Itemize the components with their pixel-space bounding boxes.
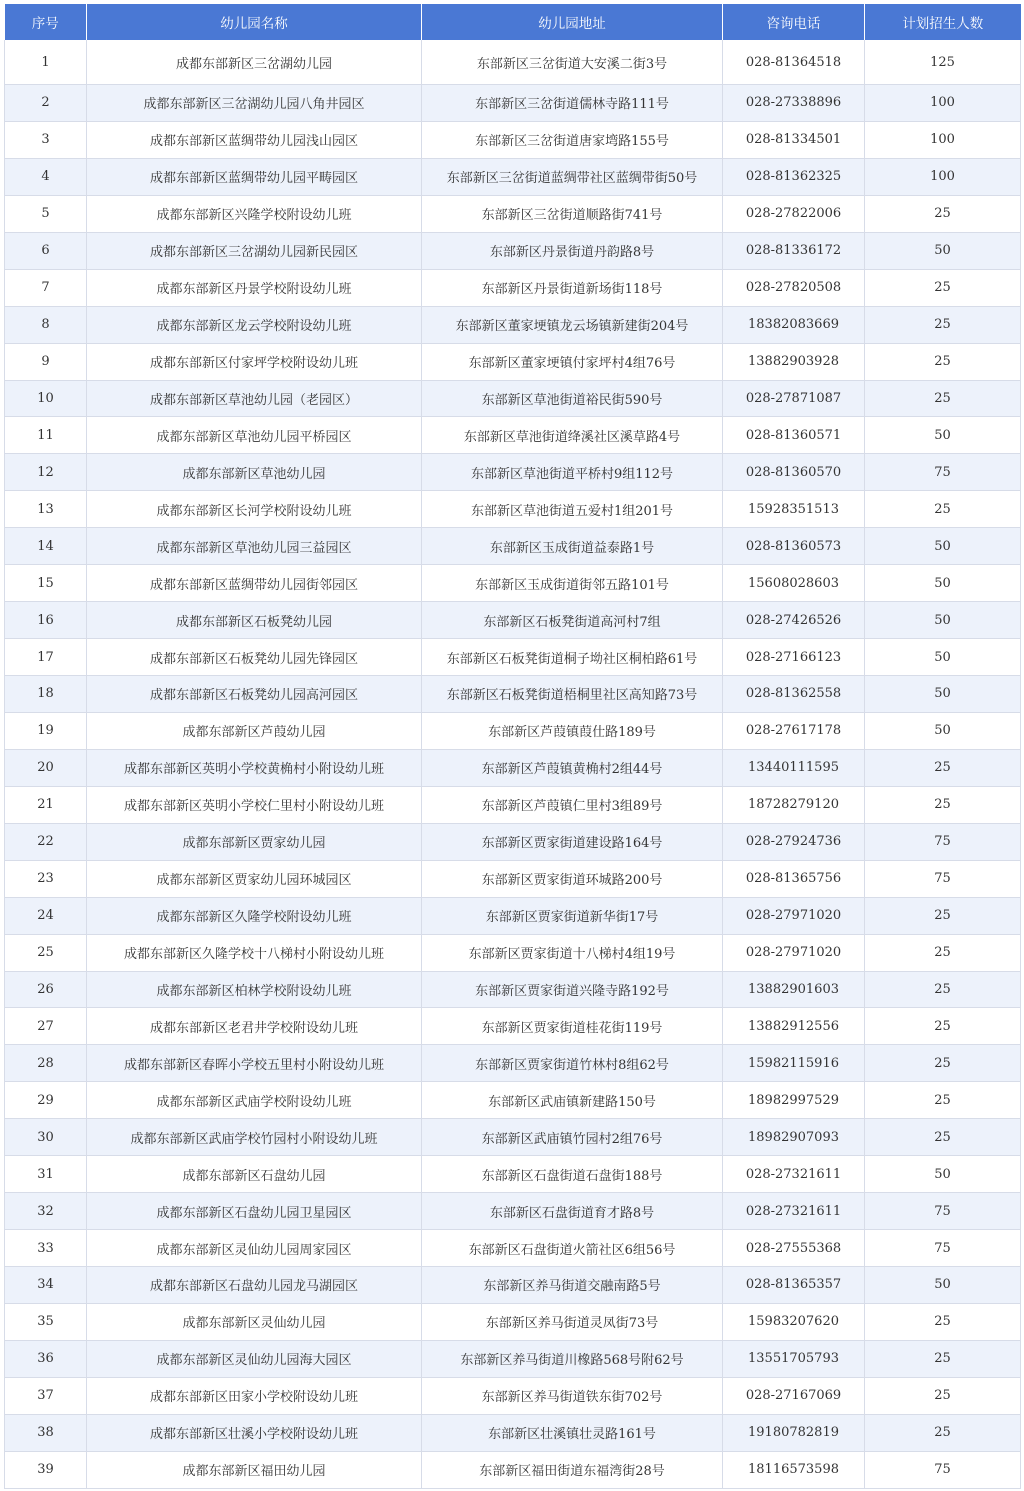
cell-phone: 028-81365756 bbox=[723, 860, 865, 897]
cell-address: 东部新区贾家街道兴隆寺路192号 bbox=[422, 971, 723, 1008]
cell-enrollment: 50 bbox=[865, 417, 1021, 454]
cell-address: 东部新区草池街道绛溪社区溪草路4号 bbox=[422, 417, 723, 454]
cell-address: 东部新区丹景街道丹韵路8号 bbox=[422, 232, 723, 269]
cell-address: 东部新区养马街道铁东街702号 bbox=[422, 1377, 723, 1414]
cell-name: 成都东部新区灵仙幼儿园海大园区 bbox=[87, 1340, 422, 1377]
cell-enrollment: 25 bbox=[865, 1045, 1021, 1082]
cell-address: 东部新区玉成街道街邻五路101号 bbox=[422, 565, 723, 602]
cell-name: 成都东部新区蓝绸带幼儿园平畴园区 bbox=[87, 158, 422, 195]
table-row bbox=[5, 676, 1021, 713]
cell-name: 成都东部新区三岔湖幼儿园 bbox=[87, 40, 422, 85]
cell-name: 成都东部新区三岔湖幼儿园八角井园区 bbox=[87, 85, 422, 122]
cell-enrollment: 50 bbox=[865, 528, 1021, 565]
table-row bbox=[5, 40, 1021, 85]
cell-enrollment: 25 bbox=[865, 1119, 1021, 1156]
cell-address: 东部新区草池街道裕民街590号 bbox=[422, 380, 723, 417]
cell-enrollment: 25 bbox=[865, 1414, 1021, 1451]
cell-index: 7 bbox=[5, 269, 87, 306]
cell-index: 5 bbox=[5, 195, 87, 232]
cell-address: 东部新区养马街道川橡路568号附62号 bbox=[422, 1340, 723, 1377]
table-row bbox=[5, 602, 1021, 639]
cell-name: 成都东部新区老君井学校附设幼儿班 bbox=[87, 1008, 422, 1045]
cell-address: 东部新区贾家街道新华街17号 bbox=[422, 897, 723, 934]
cell-enrollment: 50 bbox=[865, 602, 1021, 639]
cell-phone: 028-81362558 bbox=[723, 676, 865, 713]
cell-address: 东部新区石板凳街道高河村7组 bbox=[422, 602, 723, 639]
cell-phone: 18116573598 bbox=[723, 1451, 865, 1488]
cell-name: 成都东部新区草池幼儿园（老园区） bbox=[87, 380, 422, 417]
cell-index: 34 bbox=[5, 1267, 87, 1304]
table-row bbox=[5, 158, 1021, 195]
cell-phone: 028-27167069 bbox=[723, 1377, 865, 1414]
cell-enrollment: 25 bbox=[865, 269, 1021, 306]
table-row bbox=[5, 1119, 1021, 1156]
cell-address: 东部新区芦葭镇黄桷村2组44号 bbox=[422, 749, 723, 786]
cell-phone: 13551705793 bbox=[723, 1340, 865, 1377]
cell-index: 2 bbox=[5, 85, 87, 122]
cell-address: 东部新区草池街道五爱村1组201号 bbox=[422, 491, 723, 528]
cell-name: 成都东部新区久隆学校附设幼儿班 bbox=[87, 897, 422, 934]
cell-phone: 028-27426526 bbox=[723, 602, 865, 639]
cell-enrollment: 25 bbox=[865, 306, 1021, 343]
cell-name: 成都东部新区蓝绸带幼儿园浅山园区 bbox=[87, 121, 422, 158]
header-kindergarten-address: 幼儿园地址 bbox=[422, 4, 723, 40]
cell-address: 东部新区贾家街道十八梯村4组19号 bbox=[422, 934, 723, 971]
cell-address: 东部新区三岔街道唐家塆路155号 bbox=[422, 121, 723, 158]
cell-enrollment: 75 bbox=[865, 1193, 1021, 1230]
cell-index: 19 bbox=[5, 712, 87, 749]
cell-enrollment: 100 bbox=[865, 85, 1021, 122]
table-row bbox=[5, 232, 1021, 269]
cell-enrollment: 100 bbox=[865, 158, 1021, 195]
cell-phone: 028-81336172 bbox=[723, 232, 865, 269]
table-row bbox=[5, 1045, 1021, 1082]
table-row bbox=[5, 417, 1021, 454]
cell-phone: 18982997529 bbox=[723, 1082, 865, 1119]
cell-name: 成都东部新区石盘幼儿园卫星园区 bbox=[87, 1193, 422, 1230]
cell-address: 东部新区贾家街道桂花街119号 bbox=[422, 1008, 723, 1045]
cell-phone: 028-27820508 bbox=[723, 269, 865, 306]
cell-enrollment: 25 bbox=[865, 897, 1021, 934]
cell-phone: 13882901603 bbox=[723, 971, 865, 1008]
cell-enrollment: 25 bbox=[865, 195, 1021, 232]
cell-address: 东部新区三岔街道大安溪二街3号 bbox=[422, 40, 723, 85]
cell-name: 成都东部新区英明小学校仁里村小附设幼儿班 bbox=[87, 786, 422, 823]
cell-enrollment: 50 bbox=[865, 676, 1021, 713]
cell-phone: 18382083669 bbox=[723, 306, 865, 343]
cell-address: 东部新区芦葭镇仁里村3组89号 bbox=[422, 786, 723, 823]
cell-name: 成都东部新区英明小学校黄桷村小附设幼儿班 bbox=[87, 749, 422, 786]
table-header bbox=[5, 4, 1021, 40]
cell-address: 东部新区石板凳街道梧桐里社区高知路73号 bbox=[422, 676, 723, 713]
table-row bbox=[5, 306, 1021, 343]
cell-address: 东部新区壮溪镇壮灵路161号 bbox=[422, 1414, 723, 1451]
cell-enrollment: 75 bbox=[865, 860, 1021, 897]
cell-index: 4 bbox=[5, 158, 87, 195]
cell-address: 东部新区福田街道东福湾街28号 bbox=[422, 1451, 723, 1488]
cell-enrollment: 25 bbox=[865, 1008, 1021, 1045]
table-row bbox=[5, 1082, 1021, 1119]
cell-name: 成都东部新区丹景学校附设幼儿班 bbox=[87, 269, 422, 306]
cell-enrollment: 25 bbox=[865, 343, 1021, 380]
table-row bbox=[5, 1230, 1021, 1267]
cell-enrollment: 25 bbox=[865, 1377, 1021, 1414]
cell-index: 14 bbox=[5, 528, 87, 565]
cell-enrollment: 25 bbox=[865, 1303, 1021, 1340]
cell-enrollment: 50 bbox=[865, 232, 1021, 269]
cell-index: 39 bbox=[5, 1451, 87, 1488]
table-row bbox=[5, 1414, 1021, 1451]
table-row bbox=[5, 269, 1021, 306]
cell-phone: 028-27871087 bbox=[723, 380, 865, 417]
cell-index: 9 bbox=[5, 343, 87, 380]
cell-phone: 028-27971020 bbox=[723, 934, 865, 971]
table-row bbox=[5, 85, 1021, 122]
cell-enrollment: 75 bbox=[865, 454, 1021, 491]
cell-phone: 028-81362325 bbox=[723, 158, 865, 195]
cell-phone: 15608028603 bbox=[723, 565, 865, 602]
cell-enrollment: 25 bbox=[865, 1340, 1021, 1377]
cell-phone: 028-27321611 bbox=[723, 1156, 865, 1193]
cell-index: 8 bbox=[5, 306, 87, 343]
header-index: 序号 bbox=[5, 4, 87, 40]
table-row bbox=[5, 491, 1021, 528]
cell-address: 东部新区石盘街道石盘街188号 bbox=[422, 1156, 723, 1193]
cell-enrollment: 75 bbox=[865, 1230, 1021, 1267]
table-row bbox=[5, 1340, 1021, 1377]
cell-address: 东部新区武庙镇竹园村2组76号 bbox=[422, 1119, 723, 1156]
cell-address: 东部新区董家埂镇龙云场镇新建街204号 bbox=[422, 306, 723, 343]
cell-enrollment: 125 bbox=[865, 40, 1021, 85]
cell-name: 成都东部新区付家坪学校附设幼儿班 bbox=[87, 343, 422, 380]
cell-index: 37 bbox=[5, 1377, 87, 1414]
table-row bbox=[5, 1303, 1021, 1340]
cell-phone: 18728279120 bbox=[723, 786, 865, 823]
table-row bbox=[5, 1156, 1021, 1193]
cell-index: 36 bbox=[5, 1340, 87, 1377]
cell-name: 成都东部新区石盘幼儿园龙马湖园区 bbox=[87, 1267, 422, 1304]
cell-name: 成都东部新区久隆学校十八梯村小附设幼儿班 bbox=[87, 934, 422, 971]
cell-name: 成都东部新区石盘幼儿园 bbox=[87, 1156, 422, 1193]
kindergarten-enrollment-table bbox=[4, 4, 1021, 1489]
cell-index: 6 bbox=[5, 232, 87, 269]
cell-phone: 028-27166123 bbox=[723, 639, 865, 676]
cell-name: 成都东部新区武庙学校附设幼儿班 bbox=[87, 1082, 422, 1119]
cell-enrollment: 50 bbox=[865, 639, 1021, 676]
cell-name: 成都东部新区草池幼儿园 bbox=[87, 454, 422, 491]
cell-enrollment: 100 bbox=[865, 121, 1021, 158]
cell-name: 成都东部新区武庙学校竹园村小附设幼儿班 bbox=[87, 1119, 422, 1156]
header-planned-enrollment: 计划招生人数 bbox=[865, 4, 1021, 40]
cell-phone: 028-27555368 bbox=[723, 1230, 865, 1267]
cell-index: 29 bbox=[5, 1082, 87, 1119]
cell-enrollment: 25 bbox=[865, 786, 1021, 823]
cell-enrollment: 50 bbox=[865, 565, 1021, 602]
table-row bbox=[5, 971, 1021, 1008]
cell-index: 12 bbox=[5, 454, 87, 491]
cell-address: 东部新区石盘街道育才路8号 bbox=[422, 1193, 723, 1230]
cell-name: 成都东部新区草池幼儿园平桥园区 bbox=[87, 417, 422, 454]
table-row bbox=[5, 380, 1021, 417]
cell-index: 23 bbox=[5, 860, 87, 897]
cell-name: 成都东部新区田家小学校附设幼儿班 bbox=[87, 1377, 422, 1414]
cell-address: 东部新区董家埂镇付家坪村4组76号 bbox=[422, 343, 723, 380]
table-row bbox=[5, 1008, 1021, 1045]
cell-phone: 028-81360573 bbox=[723, 528, 865, 565]
cell-index: 31 bbox=[5, 1156, 87, 1193]
cell-phone: 028-81334501 bbox=[723, 121, 865, 158]
table-row bbox=[5, 1377, 1021, 1414]
cell-phone: 13882903928 bbox=[723, 343, 865, 380]
table-row bbox=[5, 1451, 1021, 1488]
table-row bbox=[5, 712, 1021, 749]
cell-name: 成都东部新区龙云学校附设幼儿班 bbox=[87, 306, 422, 343]
cell-index: 25 bbox=[5, 934, 87, 971]
cell-phone: 18982907093 bbox=[723, 1119, 865, 1156]
cell-address: 东部新区丹景街道新场街118号 bbox=[422, 269, 723, 306]
cell-index: 21 bbox=[5, 786, 87, 823]
cell-index: 33 bbox=[5, 1230, 87, 1267]
cell-name: 成都东部新区壮溪小学校附设幼儿班 bbox=[87, 1414, 422, 1451]
cell-name: 成都东部新区灵仙幼儿园周家园区 bbox=[87, 1230, 422, 1267]
cell-name: 成都东部新区芦葭幼儿园 bbox=[87, 712, 422, 749]
table-row bbox=[5, 454, 1021, 491]
cell-phone: 15983207620 bbox=[723, 1303, 865, 1340]
cell-name: 成都东部新区贾家幼儿园 bbox=[87, 823, 422, 860]
cell-index: 38 bbox=[5, 1414, 87, 1451]
cell-name: 成都东部新区石板凳幼儿园 bbox=[87, 602, 422, 639]
cell-address: 东部新区草池街道平桥村9组112号 bbox=[422, 454, 723, 491]
cell-phone: 19180782819 bbox=[723, 1414, 865, 1451]
cell-enrollment: 25 bbox=[865, 934, 1021, 971]
cell-index: 20 bbox=[5, 749, 87, 786]
cell-phone: 028-81360570 bbox=[723, 454, 865, 491]
table-row bbox=[5, 565, 1021, 602]
cell-index: 15 bbox=[5, 565, 87, 602]
cell-phone: 028-27338896 bbox=[723, 85, 865, 122]
cell-phone: 13440111595 bbox=[723, 749, 865, 786]
cell-enrollment: 75 bbox=[865, 823, 1021, 860]
cell-address: 东部新区贾家街道建设路164号 bbox=[422, 823, 723, 860]
cell-name: 成都东部新区三岔湖幼儿园新民园区 bbox=[87, 232, 422, 269]
cell-index: 1 bbox=[5, 40, 87, 85]
cell-name: 成都东部新区石板凳幼儿园高河园区 bbox=[87, 676, 422, 713]
cell-address: 东部新区三岔街道顺路街741号 bbox=[422, 195, 723, 232]
table-row bbox=[5, 528, 1021, 565]
cell-enrollment: 25 bbox=[865, 971, 1021, 1008]
cell-phone: 028-27924736 bbox=[723, 823, 865, 860]
cell-enrollment: 25 bbox=[865, 1082, 1021, 1119]
cell-name: 成都东部新区贾家幼儿园环城园区 bbox=[87, 860, 422, 897]
table-row bbox=[5, 1267, 1021, 1304]
header-phone: 咨询电话 bbox=[723, 4, 865, 40]
cell-phone: 15982115916 bbox=[723, 1045, 865, 1082]
cell-index: 27 bbox=[5, 1008, 87, 1045]
cell-index: 11 bbox=[5, 417, 87, 454]
cell-enrollment: 50 bbox=[865, 1156, 1021, 1193]
table-body bbox=[5, 40, 1021, 1488]
cell-name: 成都东部新区柏林学校附设幼儿班 bbox=[87, 971, 422, 1008]
header-row bbox=[5, 4, 1021, 40]
cell-index: 16 bbox=[5, 602, 87, 639]
cell-phone: 028-27321611 bbox=[723, 1193, 865, 1230]
cell-index: 35 bbox=[5, 1303, 87, 1340]
table-row bbox=[5, 639, 1021, 676]
table-row bbox=[5, 860, 1021, 897]
cell-name: 成都东部新区石板凳幼儿园先锋园区 bbox=[87, 639, 422, 676]
table-row bbox=[5, 897, 1021, 934]
cell-index: 17 bbox=[5, 639, 87, 676]
cell-name: 成都东部新区长河学校附设幼儿班 bbox=[87, 491, 422, 528]
cell-name: 成都东部新区春晖小学校五里村小附设幼儿班 bbox=[87, 1045, 422, 1082]
cell-address: 东部新区养马街道灵凤街73号 bbox=[422, 1303, 723, 1340]
cell-name: 成都东部新区草池幼儿园三益园区 bbox=[87, 528, 422, 565]
cell-address: 东部新区养马街道交融南路5号 bbox=[422, 1267, 723, 1304]
cell-phone: 028-27617178 bbox=[723, 712, 865, 749]
cell-phone: 15928351513 bbox=[723, 491, 865, 528]
cell-address: 东部新区武庙镇新建路150号 bbox=[422, 1082, 723, 1119]
cell-index: 10 bbox=[5, 380, 87, 417]
cell-enrollment: 25 bbox=[865, 491, 1021, 528]
cell-phone: 028-81360571 bbox=[723, 417, 865, 454]
cell-address: 东部新区玉成街道益泰路1号 bbox=[422, 528, 723, 565]
cell-name: 成都东部新区蓝绸带幼儿园街邻园区 bbox=[87, 565, 422, 602]
cell-enrollment: 50 bbox=[865, 712, 1021, 749]
cell-index: 13 bbox=[5, 491, 87, 528]
header-kindergarten-name: 幼儿园名称 bbox=[87, 4, 422, 40]
table-row bbox=[5, 786, 1021, 823]
cell-address: 东部新区贾家街道竹林村8组62号 bbox=[422, 1045, 723, 1082]
cell-index: 30 bbox=[5, 1119, 87, 1156]
cell-phone: 028-27822006 bbox=[723, 195, 865, 232]
cell-phone: 028-81364518 bbox=[723, 40, 865, 85]
cell-address: 东部新区贾家街道环城路200号 bbox=[422, 860, 723, 897]
table-row bbox=[5, 749, 1021, 786]
cell-address: 东部新区芦葭镇葭仕路189号 bbox=[422, 712, 723, 749]
cell-name: 成都东部新区福田幼儿园 bbox=[87, 1451, 422, 1488]
cell-index: 24 bbox=[5, 897, 87, 934]
cell-address: 东部新区三岔街道蓝绸带社区蓝绸带街50号 bbox=[422, 158, 723, 195]
cell-phone: 13882912556 bbox=[723, 1008, 865, 1045]
cell-address: 东部新区石盘街道火箭社区6组56号 bbox=[422, 1230, 723, 1267]
cell-index: 3 bbox=[5, 121, 87, 158]
cell-name: 成都东部新区兴隆学校附设幼儿班 bbox=[87, 195, 422, 232]
cell-index: 28 bbox=[5, 1045, 87, 1082]
cell-phone: 028-81365357 bbox=[723, 1267, 865, 1304]
cell-enrollment: 25 bbox=[865, 749, 1021, 786]
cell-enrollment: 50 bbox=[865, 1267, 1021, 1304]
cell-index: 18 bbox=[5, 676, 87, 713]
table-row bbox=[5, 121, 1021, 158]
cell-index: 26 bbox=[5, 971, 87, 1008]
cell-phone: 028-27971020 bbox=[723, 897, 865, 934]
table-row bbox=[5, 934, 1021, 971]
cell-index: 22 bbox=[5, 823, 87, 860]
cell-enrollment: 25 bbox=[865, 380, 1021, 417]
table-row bbox=[5, 1193, 1021, 1230]
cell-name: 成都东部新区灵仙幼儿园 bbox=[87, 1303, 422, 1340]
cell-enrollment: 75 bbox=[865, 1451, 1021, 1488]
cell-index: 32 bbox=[5, 1193, 87, 1230]
cell-address: 东部新区三岔街道儒林寺路111号 bbox=[422, 85, 723, 122]
table-row bbox=[5, 823, 1021, 860]
cell-address: 东部新区石板凳街道桐子坳社区桐柏路61号 bbox=[422, 639, 723, 676]
table-row bbox=[5, 343, 1021, 380]
table-row bbox=[5, 195, 1021, 232]
